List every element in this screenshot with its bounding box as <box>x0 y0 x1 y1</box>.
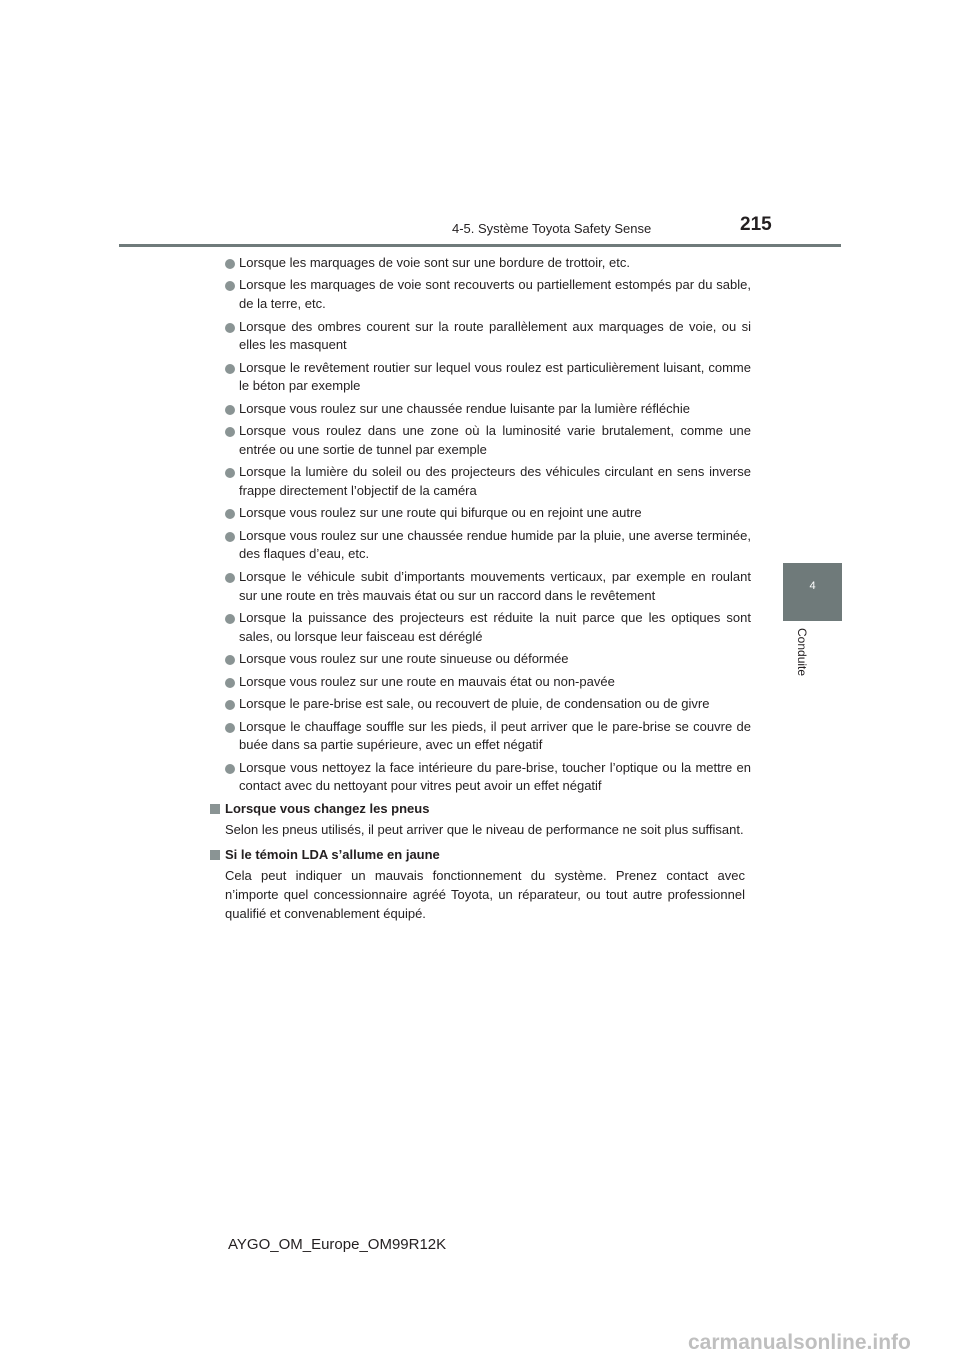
list-item <box>206 422 751 459</box>
bullet-icon <box>225 427 235 437</box>
list-item <box>206 650 751 669</box>
list-item-text: Lorsque la puissance des projecteurs est réduite la nuit parce que les optiques sont sales, ou lorsque leur faisceau est déréglé <box>239 610 751 644</box>
list-item-text: Lorsque vous roulez sur une chaussée rendue luisante par la lumière réfléchie <box>239 400 690 416</box>
header-divider <box>119 244 841 247</box>
list-item-text: Lorsque le revêtement routier sur lequel vous roulez est particulièrement luisant, comme le béton par exemple <box>239 359 751 394</box>
list-item <box>206 276 751 313</box>
list-item <box>206 568 751 605</box>
chapter-label: Conduite <box>795 628 809 677</box>
list-item <box>206 718 751 755</box>
list-item-text: Lorsque les marquages de voie sont sur une bordure de trottoir, etc. <box>239 255 630 270</box>
list-item <box>206 504 751 523</box>
list-item <box>206 609 751 646</box>
list-item <box>206 254 751 273</box>
bullet-icon <box>225 573 235 583</box>
section-heading <box>206 800 751 819</box>
list-item-text: Lorsque vous roulez sur une route qui bifurque ou en rejoint une autre <box>239 505 642 521</box>
bullet-icon <box>225 364 235 374</box>
section-heading <box>206 846 751 865</box>
bullet-icon <box>225 700 235 710</box>
bullet-icon <box>225 509 235 519</box>
list-item-text: Lorsque vous roulez sur une chaussée rendue humide par la pluie, une averse terminée, des flaques d’eau, etc. <box>239 527 751 562</box>
list-item <box>206 359 751 396</box>
list-item <box>206 673 751 692</box>
section-body: Selon les pneus utilisés, il peut arriver que le niveau de performance ne soit plus suffisant. <box>225 822 744 838</box>
page-number: 215 <box>740 214 772 235</box>
bullet-icon <box>225 468 235 478</box>
list-item-text: Lorsque vous roulez sur une route sinueuse ou déformée <box>239 651 569 667</box>
bullet-icon <box>225 281 235 291</box>
section-body: Cela peut indiquer un mauvais fonctionnement du système. Prenez contact avec n’importe quel concessionnaire agréé Toyota, un réparateur, ou tout autre professionnel qualifié et convenablement équipé. <box>225 868 745 921</box>
section-tires <box>206 800 751 840</box>
list-item <box>206 695 751 714</box>
bullet-icon <box>225 678 235 688</box>
list-item-text: Lorsque vous nettoyez la face intérieure du pare-brise, toucher l’optique ou la mettre en contact avec du nettoyant pour vitres peut avoir un effet négatif <box>239 759 751 794</box>
bullet-icon <box>225 764 235 774</box>
section-heading-text: Lorsque vous changez les pneus <box>225 800 430 816</box>
list-item-text: Lorsque les marquages de voie sont recouverts ou partiellement estompés par du sable, de la terre, etc. <box>239 277 751 312</box>
section-heading-text: Si le témoin LDA s’allume en jaune <box>225 846 440 862</box>
section-lda-warning <box>206 846 751 923</box>
bullet-icon <box>225 614 235 624</box>
page-content <box>206 254 751 929</box>
bullet-icon <box>225 723 235 733</box>
list-item <box>206 318 751 355</box>
square-bullet-icon <box>210 850 220 860</box>
list-item <box>206 759 751 796</box>
section-title: 4-5. Système Toyota Safety Sense <box>452 221 652 236</box>
list-item <box>206 400 751 419</box>
bullet-icon <box>225 655 235 665</box>
list-item-text: Lorsque le pare-brise est sale, ou recouvert de pluie, de condensation ou de givre <box>239 696 710 712</box>
document-code: AYGO_OM_Europe_OM99R12K <box>228 1236 447 1253</box>
list-item-text: Lorsque vous roulez sur une route en mauvais état ou non-pavée <box>239 673 615 689</box>
list-item-text: Lorsque des ombres courent sur la route parallèlement aux marquages de voie, ou si elles les masquent <box>239 318 751 353</box>
bullet-icon <box>225 323 235 333</box>
bullet-icon <box>225 405 235 415</box>
condition-list <box>206 254 751 796</box>
bullet-icon <box>225 532 235 542</box>
list-item-text: Lorsque le véhicule subit d’importants mouvements verticaux, par exemple en roulant sur une route en très mauvais état ou sur un raccord dans le revêtement <box>239 568 751 603</box>
watermark: carmanualsonline.info <box>688 1331 911 1354</box>
bullet-icon <box>225 259 235 269</box>
list-item-text: Lorsque la lumière du soleil ou des projecteurs des véhicules circulant en sens inverse frappe directement l’objectif de la caméra <box>239 464 751 498</box>
chapter-tab[interactable]: 4 <box>783 563 842 621</box>
list-item-text: Lorsque vous roulez dans une zone où la luminosité varie brutalement, comme une entrée ou une sortie de tunnel par exemple <box>239 423 751 457</box>
list-item <box>206 527 751 564</box>
square-bullet-icon <box>210 804 220 814</box>
list-item-text: Lorsque le chauffage souffle sur les pieds, il peut arriver que le pare-brise se couvre de buée dans sa partie supérieure, avec un effet négatif <box>239 718 751 753</box>
list-item <box>206 463 751 500</box>
